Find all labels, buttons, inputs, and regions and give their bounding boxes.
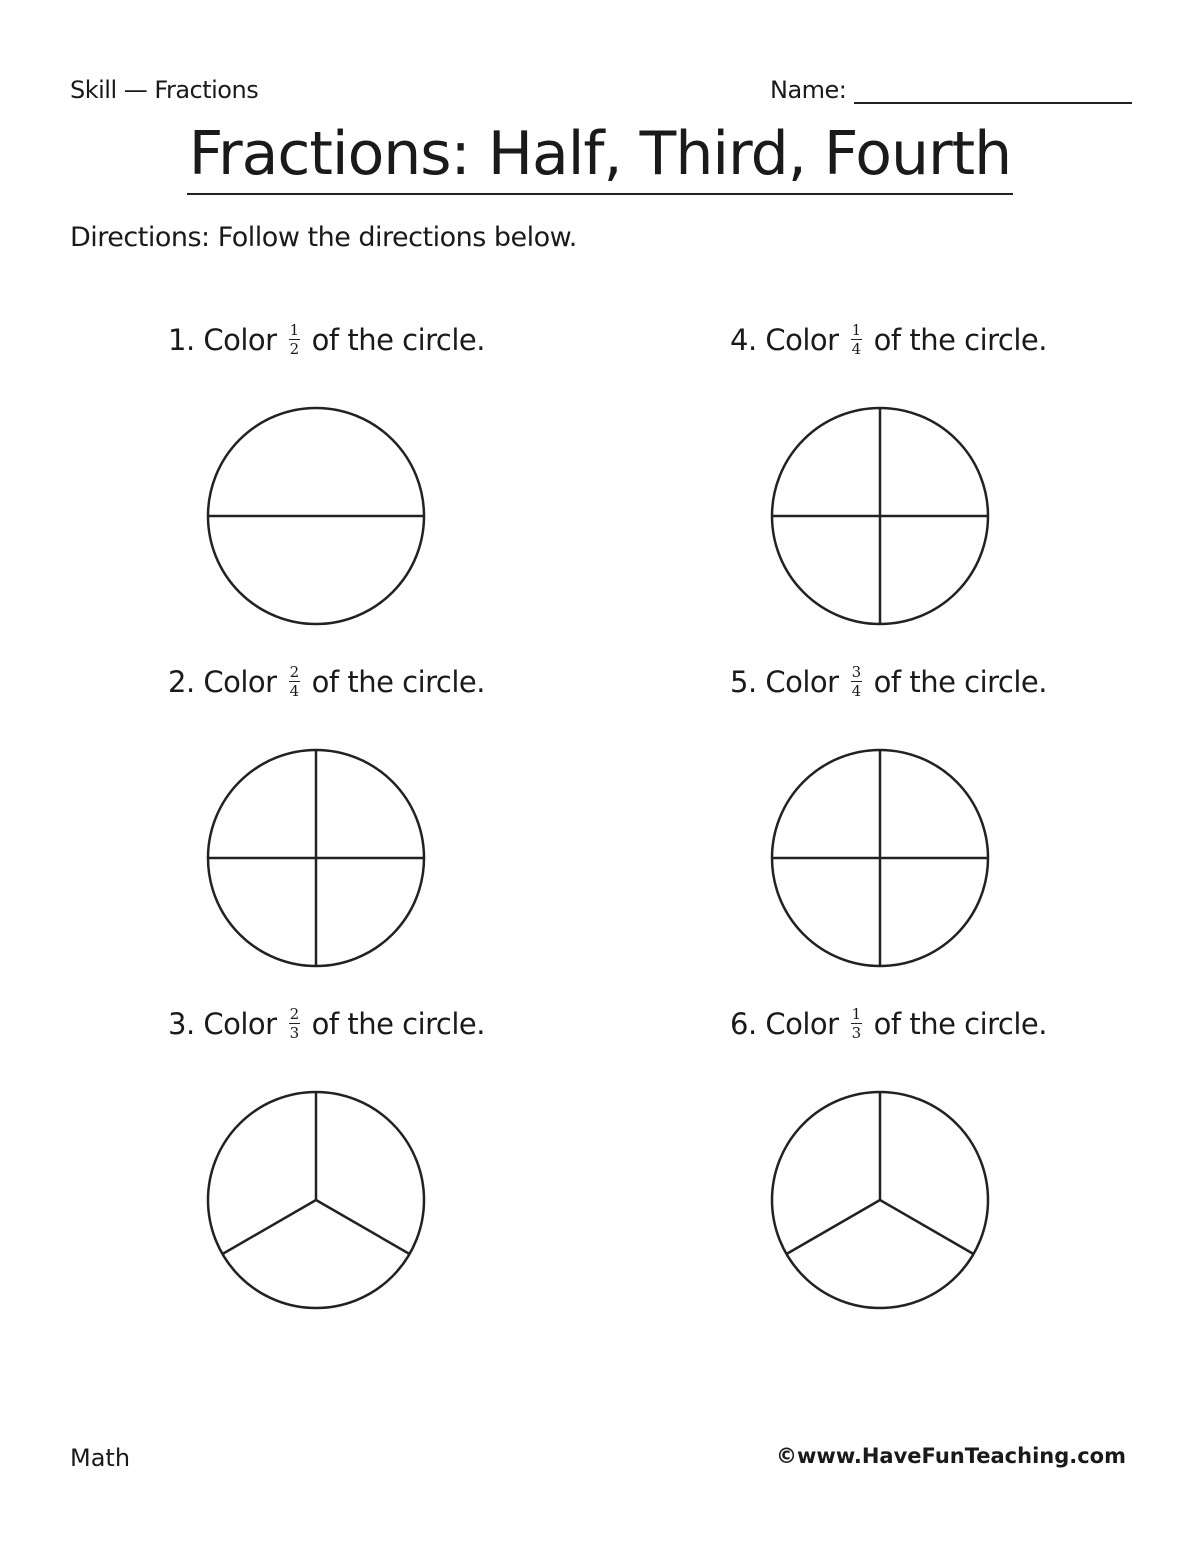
denominator: 4 — [851, 682, 861, 700]
question-prefix: 4. Color — [730, 323, 839, 357]
fraction — [851, 1007, 862, 1041]
name-label: Name: — [770, 76, 847, 104]
numerator: 1 — [851, 1005, 861, 1023]
footer-subject: Math — [70, 1444, 131, 1472]
question-prefix: 6. Color — [730, 1007, 839, 1041]
question-suffix: of the circle. — [311, 1007, 485, 1041]
circle-2[interactable] — [203, 745, 429, 971]
numerator: 2 — [289, 663, 299, 681]
denominator: 4 — [851, 340, 861, 358]
denominator: 3 — [289, 1024, 299, 1042]
question-1 — [168, 314, 588, 366]
question-suffix: of the circle. — [873, 665, 1047, 699]
circle-fourths[interactable] — [203, 745, 429, 971]
question-prefix: 1. Color — [168, 323, 277, 357]
skill-label: Skill — Fractions — [70, 76, 259, 104]
circle-1[interactable] — [203, 403, 429, 629]
circle-4[interactable] — [767, 403, 993, 629]
circle-thirds[interactable] — [767, 1087, 993, 1313]
numerator: 2 — [289, 1005, 299, 1023]
fraction — [851, 323, 862, 357]
fraction — [289, 323, 300, 357]
denominator: 2 — [289, 340, 299, 358]
question-2 — [168, 656, 588, 708]
page-title: Fractions: Half, Third, Fourth — [0, 124, 1200, 184]
numerator: 3 — [851, 663, 861, 681]
question-3 — [168, 998, 588, 1050]
circle-3[interactable] — [203, 1087, 429, 1313]
directions-text: Directions: Follow the directions below. — [70, 222, 577, 253]
circle-5[interactable] — [767, 745, 993, 971]
question-suffix: of the circle. — [873, 323, 1047, 357]
denominator: 3 — [851, 1024, 861, 1042]
denominator: 4 — [289, 682, 299, 700]
question-prefix: 3. Color — [168, 1007, 277, 1041]
circle-6[interactable] — [767, 1087, 993, 1313]
circle-halves[interactable] — [203, 403, 429, 629]
question-suffix: of the circle. — [311, 665, 485, 699]
question-prefix: 2. Color — [168, 665, 277, 699]
numerator: 1 — [289, 321, 299, 339]
name-field[interactable] — [770, 76, 1132, 104]
question-5 — [730, 656, 1150, 708]
question-suffix: of the circle. — [873, 1007, 1047, 1041]
circle-fourths[interactable] — [767, 745, 993, 971]
question-prefix: 5. Color — [730, 665, 839, 699]
question-6 — [730, 998, 1150, 1050]
circle-thirds[interactable] — [203, 1087, 429, 1313]
question-suffix: of the circle. — [311, 323, 485, 357]
numerator: 1 — [851, 321, 861, 339]
fraction — [289, 1007, 300, 1041]
fraction — [851, 665, 862, 699]
question-4 — [730, 314, 1150, 366]
fraction — [289, 665, 300, 699]
circle-fourths[interactable] — [767, 403, 993, 629]
footer-copyright: ©www.HaveFunTeaching.com — [776, 1444, 1126, 1468]
name-line[interactable] — [854, 80, 1132, 104]
